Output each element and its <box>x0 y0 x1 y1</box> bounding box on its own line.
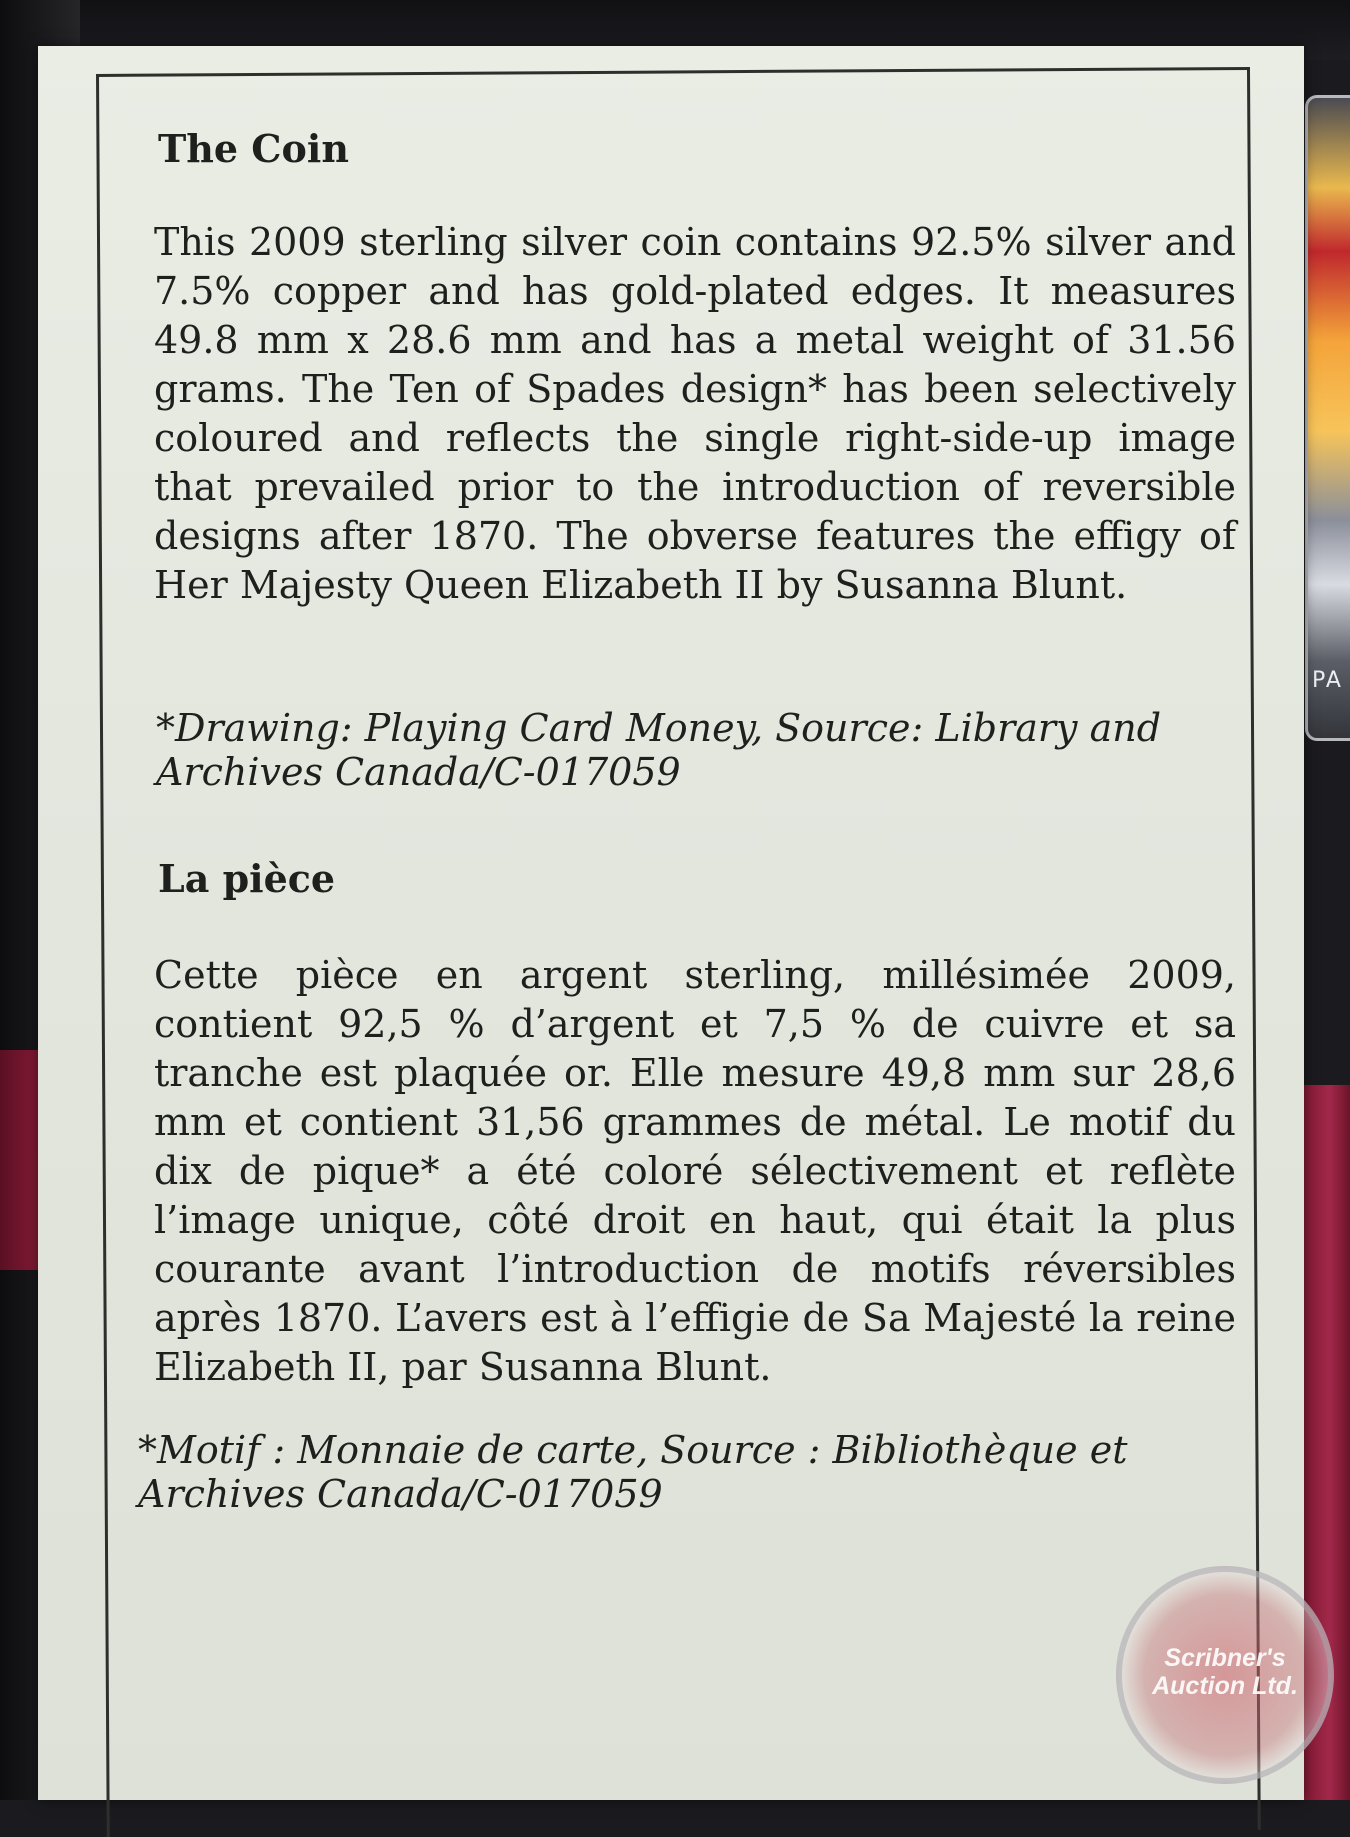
coin-source-note-fr: *Motif : Monnaie de carte, Source : Bibliothèque et Archives Canada/C-017059 <box>138 1428 1128 1516</box>
coin-heading-fr: La pièce <box>158 856 336 901</box>
coin-heading-en: The Coin <box>158 126 349 171</box>
coin-edge <box>1305 95 1350 741</box>
auction-watermark-logo <box>1116 1566 1334 1784</box>
coin-source-note-en: *Drawing: Playing Card Money, Source: Library and Archives Canada/C-017059 <box>156 706 1162 794</box>
coin-description-en: This 2009 sterling silver coin contains 92.5% silver and 7.5% copper and has gold-plated edges. It measures 49.8 mm x 28.6 mm and has a metal weight of 31.56 grams. The Ten of Spades design* has been selectively coloured and reflects the single right-side-up image that prevailed prior to the introduction of reversible designs after 1870. The obverse features the effigy of Her Majesty Queen Elizabeth II by Susanna Blunt. <box>154 220 1236 607</box>
coin-description-fr: Cette pièce en argent sterling, millésimée 2009, contient 92,5 % d’argent et 7,5 % de cuivre et sa tranche est plaquée or. Elle mesure 49,8 mm sur 28,6 mm et contient 31,56 grammes de métal. Le motif du dix de pique* a été coloré sélectivement et reflète l’image unique, côté droit en haut, qui était la plus courante avant l’introduction de motifs réversibles après 1870. L’avers est à l’effigie de Sa Majesté la reine Elizabeth II, par Susanna Blunt. <box>154 953 1236 1389</box>
watermark-text: Scribner's Auction Ltd. <box>1152 1644 1298 1700</box>
coin-edge-label: PA <box>1312 668 1343 693</box>
certificate-card <box>38 46 1304 1800</box>
